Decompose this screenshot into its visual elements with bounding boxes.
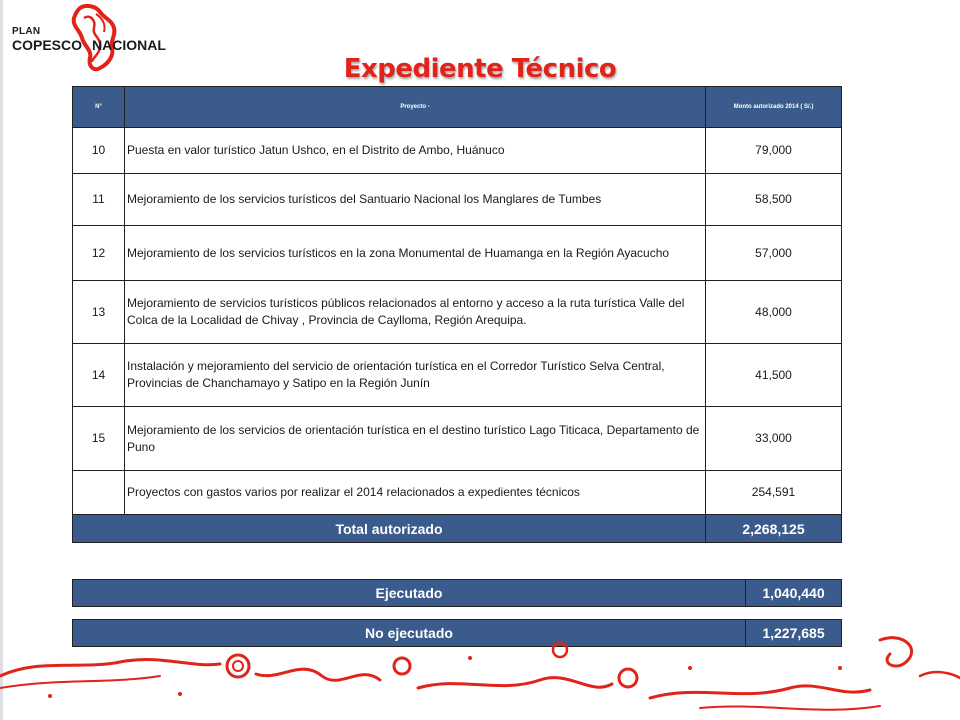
header-project: Proyecto -: [125, 87, 706, 128]
row-project: Mejoramiento de servicios turísticos públicos relacionados al entorno y acceso a la ruta turística Valle del Colca de la Localidad de Chivay , Provincia de Caylloma, Región Arequipa.: [125, 281, 706, 344]
row-project: Mejoramiento de los servicios turísticos en la zona Monumental de Huamanga en la Región Ayacucho: [125, 226, 706, 281]
row-amount: 79,000: [706, 128, 842, 174]
row-amount: 58,500: [706, 174, 842, 226]
row-number: 13: [73, 281, 125, 344]
table-header-row: [73, 87, 842, 128]
row-number: 14: [73, 344, 125, 407]
row-amount: 254,591: [706, 471, 842, 515]
table-row: [73, 281, 842, 344]
row-project: Puesta en valor turístico Jatun Ushco, en el Distrito de Ambo, Huánuco: [125, 128, 706, 174]
row-project: Mejoramiento de los servicios de orientación turística en el destino turístico Lago Titicaca, Departamento de Puno: [125, 407, 706, 471]
decorative-swirl-border: [0, 618, 960, 720]
row-amount: 57,000: [706, 226, 842, 281]
row-amount: 33,000: [706, 407, 842, 471]
header-number: N°: [73, 87, 125, 128]
logo-plan-text: PLAN: [12, 26, 41, 37]
executed-summary: [72, 579, 842, 607]
total-row: [73, 515, 842, 543]
row-number: 11: [73, 174, 125, 226]
executed-amount: 1,040,440: [746, 580, 842, 607]
row-amount: 48,000: [706, 281, 842, 344]
row-project: Instalación y mejoramiento del servicio de orientación turística en el Corredor Turístico Selva Central, Provincias de Chanchamayo y Satipo en la Región Junín: [125, 344, 706, 407]
projects-table: [72, 86, 842, 543]
executed-label: Ejecutado: [73, 580, 746, 607]
row-number: 12: [73, 226, 125, 281]
row-project: Proyectos con gastos varios por realizar el 2014 relacionados a expedientes técnicos: [125, 471, 706, 515]
not-executed-label: No ejecutado: [73, 620, 746, 647]
total-label: Total autorizado: [73, 515, 706, 543]
row-project: Mejoramiento de los servicios turísticos del Santuario Nacional los Manglares de Tumbes: [125, 174, 706, 226]
logo-nacional-text: NACIONAL: [92, 37, 166, 53]
header-amount: Monto autorizado 2014 ( S/.): [706, 87, 842, 128]
row-number: [73, 471, 125, 515]
table-row: [73, 226, 842, 281]
table-row: [73, 407, 842, 471]
table-row: [73, 128, 842, 174]
row-number: 10: [73, 128, 125, 174]
table-row: [73, 344, 842, 407]
not-executed-amount: 1,227,685: [746, 620, 842, 647]
row-amount: 41,500: [706, 344, 842, 407]
row-number: 15: [73, 407, 125, 471]
page-title: Expediente Técnico: [343, 54, 617, 84]
total-amount: 2,268,125: [706, 515, 842, 543]
table-row: [73, 471, 842, 515]
table-row: [73, 174, 842, 226]
logo-copesco-text: COPESCO: [12, 37, 83, 53]
